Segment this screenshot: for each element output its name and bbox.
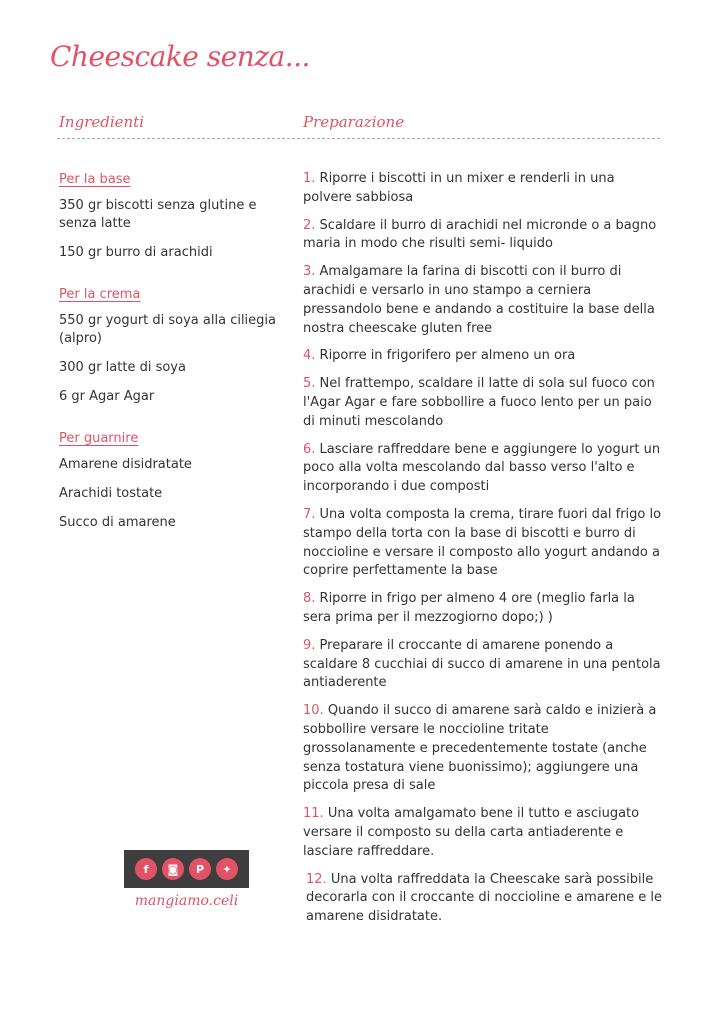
step-text: Riporre in frigorifero per almeno un ora xyxy=(315,348,576,364)
ingredient-item: 150 gr burro di arachidi xyxy=(59,245,213,260)
step-number: 3. xyxy=(303,264,316,280)
ingredient-item: 350 gr biscotti senza glutine e senza latte xyxy=(59,198,257,231)
step-text: Amalgamare la farina di biscotti con il burro di arachidi e versarlo in uno stampo a cerniera pressandolo bene e andando a costituire la base della nostra cheescake gluten free xyxy=(303,264,655,336)
brand-name[interactable]: mangiamo.celi xyxy=(134,893,239,909)
step-number: 11. xyxy=(303,806,324,822)
ingredient-item: 300 gr latte di soya xyxy=(59,360,186,375)
step-2 xyxy=(303,217,663,255)
dotted-divider xyxy=(57,138,660,139)
step-7 xyxy=(303,506,663,581)
step-text: Una volta amalgamato bene il tutto e asciugato versare il composto su della carta antiaderente e lasciare raffreddare. xyxy=(303,806,640,859)
step-text: Nel frattempo, scaldare il latte di sola sul fuoco con l'Agar Agar e fare sobbollire a fuoco lento per un paio di minuti mescolando xyxy=(303,376,655,429)
preparation-header: Preparazione xyxy=(303,113,405,131)
facebook-icon[interactable]: f xyxy=(135,858,157,880)
step-text: Riporre in frigo per almeno 4 ore (meglio farla la sera prima per il mezzogiorno dopo;) ) xyxy=(303,591,635,625)
step-number: 4. xyxy=(303,348,316,364)
ingredient-item: Amarene disidratate xyxy=(59,457,192,472)
ingredient-item: Succo di amarene xyxy=(59,515,176,530)
section-guarnire xyxy=(59,430,284,532)
step-number: 1. xyxy=(303,171,316,186)
step-8 xyxy=(303,590,663,628)
step-10 xyxy=(303,702,663,796)
step-number: 5. xyxy=(303,376,316,392)
twitter-icon[interactable]: ✦ xyxy=(216,858,238,880)
step-4 xyxy=(303,347,663,366)
page-title: Cheescake senza... xyxy=(50,40,310,73)
step-number: 12. xyxy=(306,871,327,887)
ingredient-item: 550 gr yogurt di soya alla ciliegia (alpro) xyxy=(59,313,277,346)
step-text: Lasciare raffreddare bene e aggiungere lo yogurt un poco alla volta mescolando dal basso verso l'alto e incorporando i due composti xyxy=(303,441,661,495)
section-title-guarnire[interactable]: Per guarnire xyxy=(59,431,139,446)
pinterest-icon[interactable]: P xyxy=(189,858,211,880)
step-text: Preparare il croccante di amarene ponendo a scaldare 8 cucchiai di succo di amarene in una pentola antiaderente xyxy=(303,637,661,691)
ingredient-item: 6 gr Agar Agar xyxy=(59,389,155,404)
step-number: 2. xyxy=(303,217,316,233)
step-number: 9. xyxy=(303,637,316,653)
step-number: 6. xyxy=(303,441,316,457)
instagram-icon[interactable]: ◙ xyxy=(162,858,184,880)
step-text: Quando il succo di amarene sarà caldo e inizierà a sobbollire versare le noccioline tritate grossolanamente e precedentemente tostate (anche senza tostatura viene buonissimo); aggiungere una piccola presa di sale xyxy=(303,703,657,794)
step-6 xyxy=(303,441,663,497)
step-number: 10. xyxy=(303,703,324,719)
step-5 xyxy=(303,375,663,431)
social-bar xyxy=(124,850,249,888)
section-crema xyxy=(59,286,284,406)
step-9 xyxy=(303,637,663,693)
step-1 xyxy=(303,170,663,208)
ingredients-header: Ingredienti xyxy=(59,113,144,131)
step-12 xyxy=(306,871,663,927)
section-title-crema[interactable]: Per la crema xyxy=(59,287,141,302)
step-3 xyxy=(303,263,663,338)
step-text: Riporre i biscotti in un mixer e renderli in una polvere sabbiosa xyxy=(303,171,615,205)
step-number: 7. xyxy=(303,506,316,522)
section-base xyxy=(59,171,284,262)
step-text: Scaldare il burro di arachidi nel micronde o a bagno maria in modo che risulti semi- liquido xyxy=(303,217,657,252)
step-text: Una volta raffreddata la Cheescake sarà possibile decorarla con il croccante di noccioline e amarene e le amarene disidratate. xyxy=(306,871,662,925)
ingredient-item: Arachidi tostate xyxy=(59,486,163,501)
step-number: 8. xyxy=(303,591,316,607)
step-11 xyxy=(303,805,663,861)
section-title-base[interactable]: Per la base xyxy=(59,172,131,187)
step-text: Una volta composta la crema, tirare fuori dal frigo lo stampo della torta con la base di biscotti e burro di noccioline e versare il composto allo yogurt andando a coprire perfettamente la base xyxy=(303,506,662,579)
ingredients-column xyxy=(59,171,284,556)
preparation-column xyxy=(303,170,663,936)
